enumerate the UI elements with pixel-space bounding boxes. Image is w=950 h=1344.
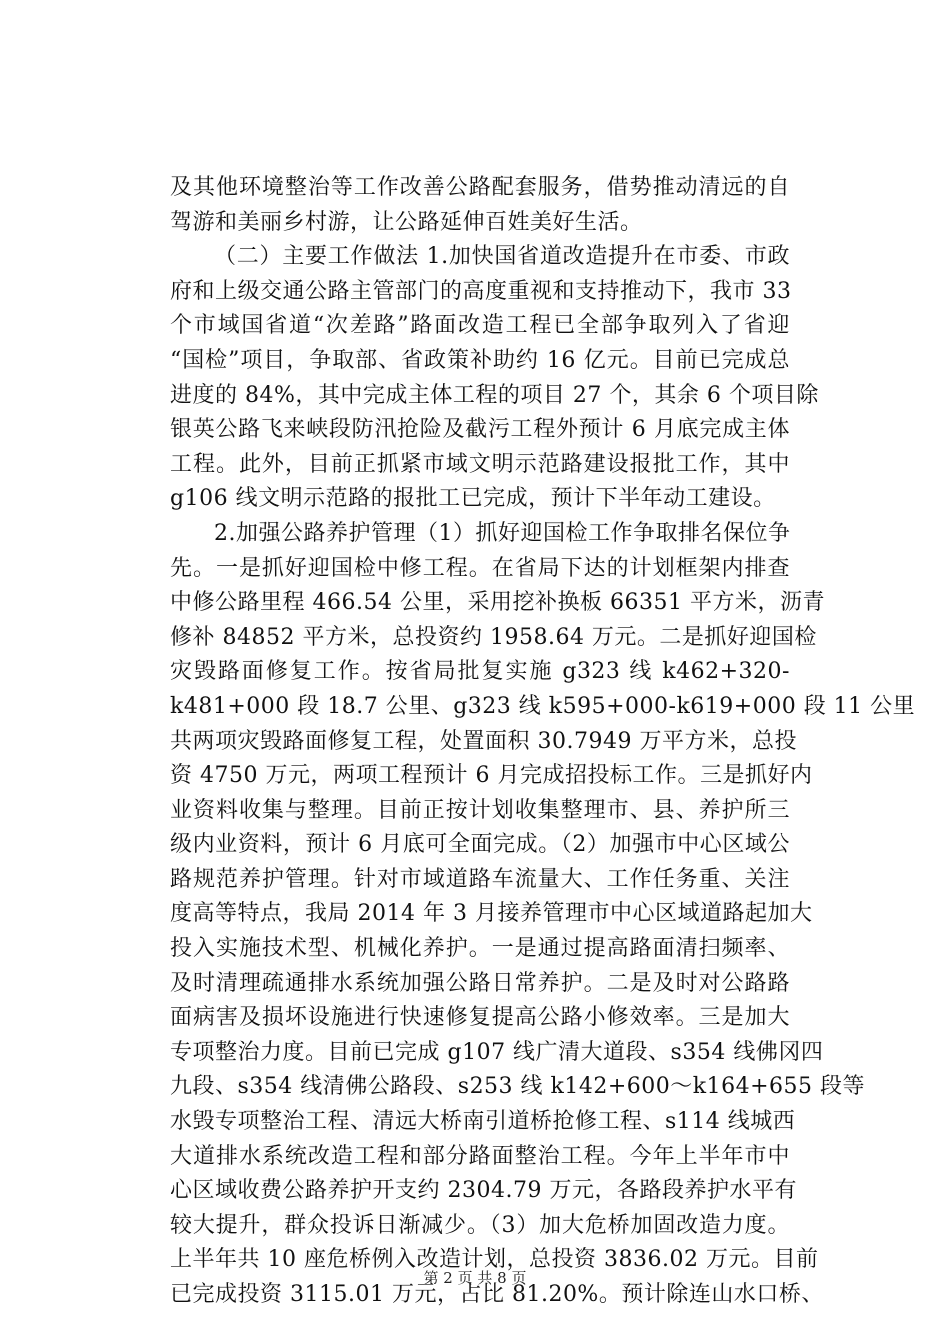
text-line: 及时清理疏通排水系统加强公路日常养护。二是及时对公路路 — [170, 970, 790, 996]
text-line: 面病害及损坏设施进行快速修复提高公路小修效率。三是加大 — [170, 1005, 790, 1031]
text-line: 进度的 84%，其中完成主体工程的项目 27 个，其余 6 个项目除 — [170, 382, 819, 408]
text-line: “国检”项目，争取部、省政策补助约 16 亿元。目前已完成总 — [170, 347, 790, 373]
text-line: 工程。此外，目前正抓紧市域文明示范路建设报批工作，其中 — [170, 451, 790, 477]
text-line: 级内业资料，预计 6 月底可全面完成。（2）加强市中心区域公 — [170, 832, 790, 858]
text-line: 已完成投资 3115.01 万元，占比 81.20%。预计除连山水口桥、 — [170, 1282, 824, 1307]
text-line: 先。一是抓好迎国检中修工程。在省局下达的计划框架内排查 — [170, 555, 790, 581]
text-line: 修补 84852 平方米，总投资约 1958.64 万元。二是抓好迎国检 — [170, 624, 817, 650]
text-line: 中修公路里程 466.54 公里，采用挖补换板 66351 平方米，沥青 — [170, 590, 825, 616]
text-line: 及其他环境整治等工作改善公路配套服务，借势推动清远的自 — [170, 175, 790, 200]
text-line: 府和上级交通公路主管部门的高度重视和支持推动下，我市 33 — [170, 278, 792, 304]
body-text — [170, 171, 916, 1313]
text-line: 大道排水系统改造工程和部分路面整治工程。今年上半年市中 — [170, 1143, 790, 1169]
text-line: 业资料收集与整理。目前正按计划收集整理市、县、养护所三 — [170, 797, 790, 823]
text-line: 灾毁路面修复工作。按省局批复实施 g323 线 k462+320- — [170, 659, 790, 685]
text-line: 2.加强公路养护管理（1）抓好迎国检工作争取排名保位争 — [214, 520, 791, 546]
text-line: 银英公路飞来峡段防汛抢险及截污工程外预计 6 月底完成主体 — [170, 417, 790, 443]
text-line: 上半年共 10 座危桥例入改造计划，总投资 3836.02 万元。目前 — [170, 1247, 819, 1273]
text-line: 较大提升，群众投诉日渐减少。（3）加大危桥加固改造力度。 — [170, 1212, 790, 1238]
text-line: 专项整治力度。目前已完成 g107 线广清大道段、s354 线佛冈四 — [170, 1039, 824, 1065]
text-line: 度高等特点，我局 2014 年 3 月接养管理市中心区域道路起加大 — [170, 901, 813, 927]
text-line: 共两项灾毁路面修复工程，处置面积 30.7949 万平方米，总投 — [170, 728, 797, 754]
text-line: g106 线文明示范路的报批工已完成，预计下半年动工建设。 — [170, 486, 776, 512]
text-line: 投入实施技术型、机械化养护。一是通过提高路面清扫频率、 — [170, 936, 790, 962]
text-line: 资 4750 万元，两项工程预计 6 月完成招投标工作。三是抓好内 — [170, 763, 813, 789]
text-line: 水毁专项整治工程、清远大桥南引道桥抢修工程、s114 线城西 — [170, 1109, 796, 1135]
text-line: 心区域收费公路养护开支约 2304.79 万元，各路段养护水平有 — [170, 1178, 797, 1204]
text-line: 路规范养护管理。针对市域道路车流量大、工作任务重、关注 — [170, 866, 790, 892]
text-line: 驾游和美丽乡村游，让公路延伸百姓美好生活。 — [170, 209, 643, 235]
text-line: 个市域国省道“次差路”路面改造工程已全部争取列入了省迎 — [170, 313, 790, 339]
page-footer: 第 2 页 共 8 页 — [423, 1269, 527, 1287]
text-line: 九段、s354 线清佛公路段、s253 线 k142+600～k164+655 段等 — [170, 1074, 866, 1100]
text-line: （二）主要工作做法 1.加快国省道改造提升在市委、市政 — [214, 244, 790, 270]
text-line: k481+000 段 18.7 公里、g323 线 k595+000-k619+000 段 11 公里 — [170, 693, 916, 719]
